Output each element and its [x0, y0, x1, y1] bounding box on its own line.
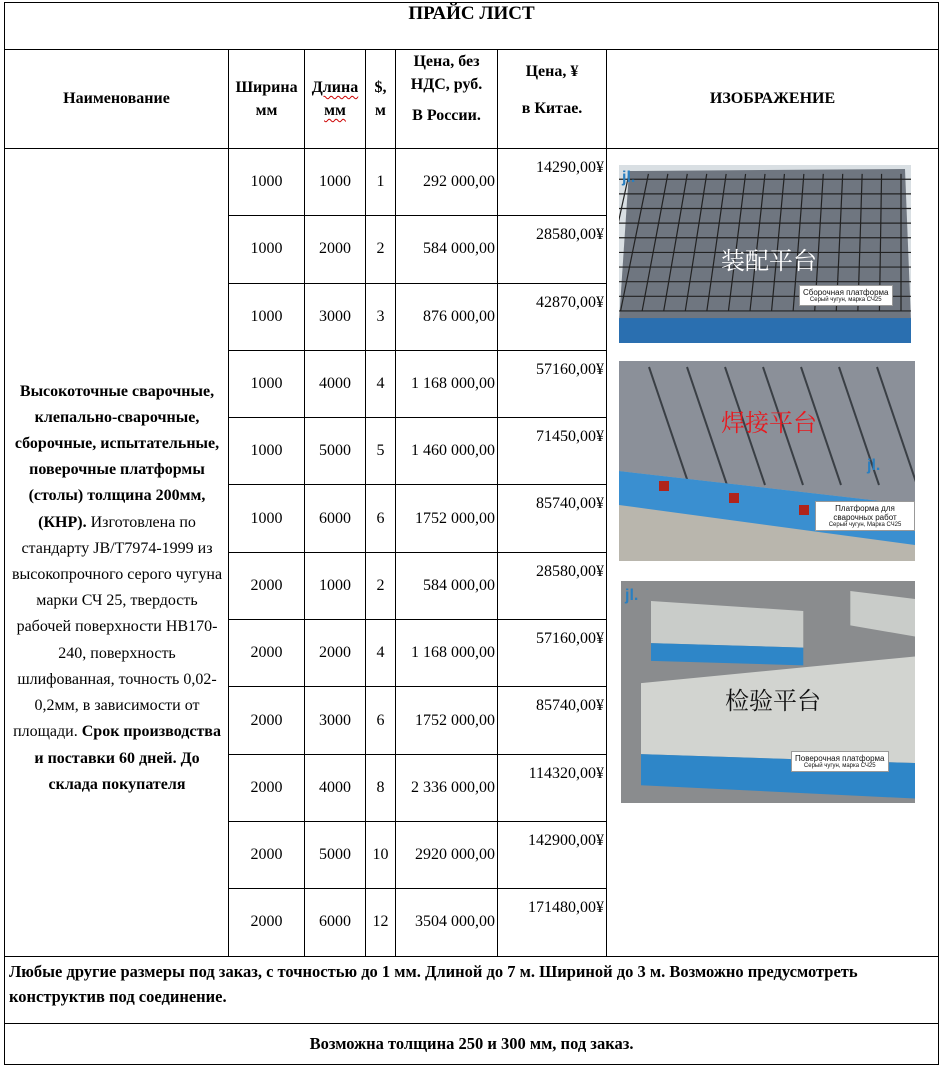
platform-photo-1 — [619, 165, 911, 343]
length-cell: 2000 — [305, 620, 366, 687]
length-cell: 1000 — [305, 552, 366, 619]
photo-caption-cn: 检验平台 — [725, 687, 821, 715]
area-cell: 2 — [366, 216, 396, 283]
plate-label — [815, 501, 915, 531]
price-rub-cell: 876 000,00 — [396, 283, 498, 350]
width-cell: 2000 — [229, 821, 305, 888]
header-image: ИЗОБРАЖЕНИЕ — [607, 50, 939, 149]
plate-label — [799, 285, 893, 306]
width-cell: 2000 — [229, 552, 305, 619]
width-cell: 2000 — [229, 620, 305, 687]
width-cell: 1000 — [229, 283, 305, 350]
plate-label-title: Платформа для сварочных работ — [833, 504, 897, 522]
photo-caption-cn: 焊接平台 — [721, 409, 817, 437]
header-row — [5, 50, 939, 149]
length-cell: 4000 — [305, 350, 366, 417]
area-cell: 5 — [366, 418, 396, 485]
price-rub-cell: 3504 000,00 — [396, 889, 498, 956]
price-rub-cell: 584 000,00 — [396, 552, 498, 619]
header-price-rub — [396, 50, 498, 149]
width-cell: 1000 — [229, 485, 305, 552]
price-rub-cell: 1 168 000,00 — [396, 350, 498, 417]
header-length-line1: Длина — [311, 78, 359, 96]
header-width — [229, 50, 305, 149]
area-cell: 4 — [366, 620, 396, 687]
product-description — [5, 149, 229, 957]
header-width-line1: Ширина — [235, 78, 298, 96]
header-area — [366, 50, 396, 149]
plate-label-sub: Серый чугун, Марка СЧ25 — [828, 522, 902, 528]
header-price-cny-line1: Цена, ¥ — [525, 63, 579, 80]
table-row — [5, 149, 939, 216]
description-normal: Изготовлена по стандарту JB/T7974-1999 из высокопрочного серого чугуна марки СЧ 25, твердость рабочей поверхности HB170-240, поверхность шлифованная, точность 0,02-0,2мм, в зависимости от площади. — [11, 513, 223, 741]
plate-label-title: Поверочная платформа — [795, 754, 885, 763]
brand-logo: jl. — [622, 169, 636, 186]
price-rows — [5, 149, 939, 957]
price-rub-cell: 1 168 000,00 — [396, 620, 498, 687]
platform-photo-2 — [619, 361, 915, 561]
area-cell: 8 — [366, 754, 396, 821]
header-price-rub-line3: В России. — [412, 107, 481, 125]
price-cny-cell: 142900,00¥ — [498, 821, 607, 888]
page-title: ПРАЙС ЛИСТ — [5, 3, 939, 50]
length-cell: 2000 — [305, 216, 366, 283]
header-length-line2: мм — [324, 102, 346, 119]
description-delivery: Срок производства и поставки 60 дней. До склада покупателя — [34, 723, 221, 793]
header-price-rub-line1: Цена, без — [413, 53, 480, 70]
plate-label-sub: Серый чугун, марка СЧ25 — [803, 763, 876, 769]
area-cell: 2 — [366, 552, 396, 619]
area-cell: 3 — [366, 283, 396, 350]
price-cny-cell: 71450,00¥ — [498, 418, 607, 485]
length-cell: 4000 — [305, 754, 366, 821]
width-cell: 2000 — [229, 754, 305, 821]
width-cell: 1000 — [229, 418, 305, 485]
price-cny-cell: 85740,00¥ — [498, 687, 607, 754]
description-bold: Высокоточные сварочные, клепально-сварочные, сборочные, испытательные, поверочные платформы (столы) толщина 200мм, (КНР). — [14, 382, 220, 531]
brand-logo: jl. — [867, 457, 881, 474]
header-length — [305, 50, 366, 149]
width-cell: 1000 — [229, 149, 305, 216]
price-rub-cell: 292 000,00 — [396, 149, 498, 216]
price-list-table — [4, 2, 939, 1065]
header-price-rub-line2: НДС, руб. — [410, 76, 483, 94]
platform-photo-3 — [621, 581, 915, 803]
price-cny-cell: 85740,00¥ — [498, 485, 607, 552]
header-width-line2: мм — [255, 102, 278, 119]
footer-note-sizes: Любые другие размеры под заказ, с точностью до 1 мм. Длиной до 7 м. Шириной до 3 м. Возможно предусмотреть конструктив под соединение. — [5, 956, 939, 1023]
area-cell: 6 — [366, 485, 396, 552]
price-rub-cell: 1 460 000,00 — [396, 418, 498, 485]
price-cny-cell: 28580,00¥ — [498, 216, 607, 283]
price-cny-cell: 14290,00¥ — [498, 149, 607, 216]
plate-label — [791, 751, 889, 772]
product-images — [607, 149, 939, 957]
length-cell: 5000 — [305, 418, 366, 485]
price-cny-cell: 171480,00¥ — [498, 889, 607, 956]
price-cny-cell: 114320,00¥ — [498, 754, 607, 821]
area-cell: 4 — [366, 350, 396, 417]
brand-logo: jl. — [625, 587, 639, 604]
area-cell: 10 — [366, 821, 396, 888]
plate-label-title: Сборочная платформа — [803, 288, 889, 297]
price-cny-cell: 28580,00¥ — [498, 552, 607, 619]
width-cell: 2000 — [229, 889, 305, 956]
width-cell: 2000 — [229, 687, 305, 754]
length-cell: 5000 — [305, 821, 366, 888]
price-rub-cell: 1752 000,00 — [396, 687, 498, 754]
photo-caption-cn: 装配平台 — [721, 247, 817, 275]
price-cny-cell: 57160,00¥ — [498, 350, 607, 417]
price-rub-cell: 2920 000,00 — [396, 821, 498, 888]
length-cell: 3000 — [305, 687, 366, 754]
price-rub-cell: 1752 000,00 — [396, 485, 498, 552]
length-cell: 6000 — [305, 485, 366, 552]
length-cell: 6000 — [305, 889, 366, 956]
area-cell: 1 — [366, 149, 396, 216]
length-cell: 1000 — [305, 149, 366, 216]
price-rub-cell: 2 336 000,00 — [396, 754, 498, 821]
area-cell: 6 — [366, 687, 396, 754]
header-price-cny — [498, 50, 607, 149]
area-cell: 12 — [366, 889, 396, 956]
price-rub-cell: 584 000,00 — [396, 216, 498, 283]
header-area-line2: м — [375, 102, 386, 119]
width-cell: 1000 — [229, 350, 305, 417]
width-cell: 1000 — [229, 216, 305, 283]
header-area-line1: $, — [374, 78, 387, 96]
header-name: Наименование — [5, 50, 229, 149]
plate-label-sub: Серый чугун, марка СЧ25 — [809, 297, 882, 303]
length-cell: 3000 — [305, 283, 366, 350]
header-price-cny-line2: в Китае. — [521, 100, 583, 118]
price-cny-cell: 57160,00¥ — [498, 620, 607, 687]
price-cny-cell: 42870,00¥ — [498, 283, 607, 350]
footer-note-thickness: Возможна толщина 250 и 300 мм, под заказ. — [5, 1023, 939, 1064]
